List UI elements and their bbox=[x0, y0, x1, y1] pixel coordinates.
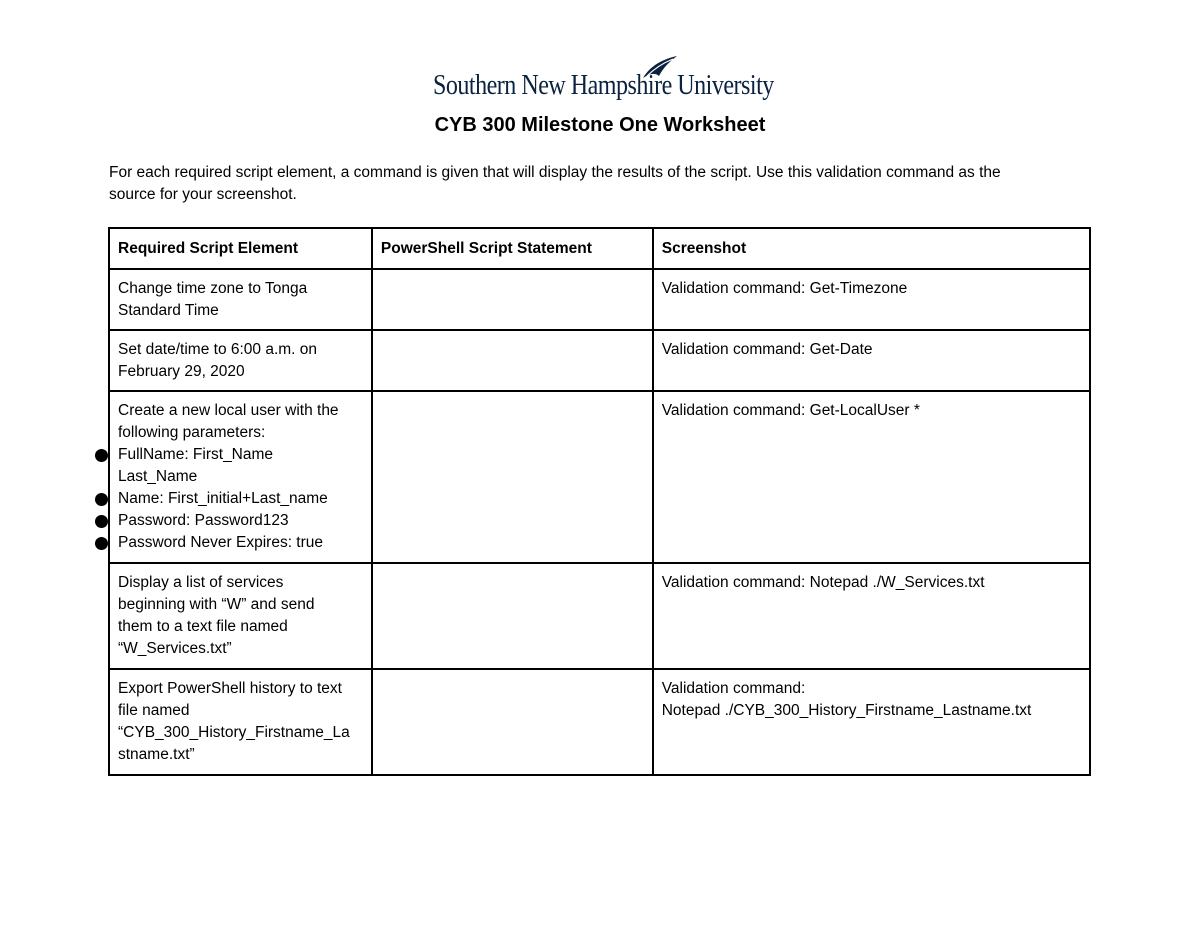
screenshot-cell[interactable] bbox=[653, 391, 1090, 563]
validation-command: Notepad ./CYB_300_History_Firstname_Lastname.txt bbox=[661, 702, 1032, 719]
header-script-statement: PowerShell Script Statement bbox=[372, 228, 653, 269]
bullet-text: Password: Password123 bbox=[118, 512, 289, 529]
header-required-element: Required Script Element bbox=[109, 228, 372, 269]
bullet-text: FullName: First_Name bbox=[118, 446, 274, 463]
element-text: “W_Services.txt” bbox=[118, 640, 232, 657]
element-cell bbox=[109, 269, 372, 330]
intro-line: source for your screenshot. bbox=[109, 186, 297, 203]
statement-cell[interactable] bbox=[372, 330, 653, 391]
university-logo bbox=[433, 54, 773, 104]
element-text: Standard Time bbox=[118, 302, 219, 319]
header-screenshot: Screenshot bbox=[653, 228, 1090, 269]
bullet-icon bbox=[95, 515, 108, 528]
element-text: Change time zone to Tonga bbox=[118, 280, 308, 297]
bullet-item bbox=[118, 444, 364, 488]
bullet-icon bbox=[95, 493, 108, 506]
element-cell bbox=[109, 669, 372, 775]
intro-paragraph bbox=[109, 162, 1089, 206]
intro-line: For each required script element, a command is given that will display the results of the script. Use this validation command as the bbox=[109, 164, 1001, 181]
element-text: beginning with “W” and send bbox=[118, 596, 315, 613]
bullet-item bbox=[118, 510, 364, 532]
bullet-item bbox=[118, 488, 364, 510]
bullet-text: Last_Name bbox=[118, 468, 198, 485]
screenshot-cell[interactable] bbox=[653, 330, 1090, 391]
validation-command: Validation command: Notepad ./W_Services.txt bbox=[661, 574, 985, 591]
logo-wordmark: Southern New Hampshire University bbox=[433, 70, 774, 101]
element-text: them to a text file named bbox=[118, 618, 288, 635]
statement-cell[interactable] bbox=[372, 269, 653, 330]
statement-cell[interactable] bbox=[372, 669, 653, 775]
table-row bbox=[109, 391, 1090, 563]
table-row bbox=[109, 269, 1090, 330]
element-text: following parameters: bbox=[118, 424, 266, 441]
table-header-row bbox=[109, 228, 1090, 269]
bullet-text: Password Never Expires: true bbox=[118, 534, 324, 551]
element-text: Set date/time to 6:00 a.m. on bbox=[118, 341, 318, 358]
bullet-item bbox=[118, 532, 364, 554]
table-row bbox=[109, 563, 1090, 669]
element-cell bbox=[109, 563, 372, 669]
statement-cell[interactable] bbox=[372, 391, 653, 563]
worksheet-table bbox=[108, 227, 1091, 776]
element-cell bbox=[109, 330, 372, 391]
element-text: file named bbox=[118, 702, 190, 719]
element-text: Display a list of services bbox=[118, 574, 284, 591]
bullet-text: Name: First_initial+Last_name bbox=[118, 490, 328, 507]
table-row bbox=[109, 669, 1090, 775]
element-text: “CYB_300_History_Firstname_La bbox=[118, 724, 350, 741]
validation-command: Validation command: bbox=[661, 680, 806, 697]
validation-command: Validation command: Get-Timezone bbox=[661, 280, 908, 297]
element-text: Create a new local user with the bbox=[118, 402, 339, 419]
element-text: Export PowerShell history to text bbox=[118, 680, 342, 697]
document-title: CYB 300 Milestone One Worksheet bbox=[434, 114, 766, 136]
element-cell bbox=[109, 391, 372, 563]
bullet-icon bbox=[95, 537, 108, 550]
validation-command: Validation command: Get-LocalUser * bbox=[661, 402, 920, 419]
element-text: February 29, 2020 bbox=[118, 363, 245, 380]
table-row bbox=[109, 330, 1090, 391]
element-text: stname.txt” bbox=[118, 746, 195, 763]
screenshot-cell[interactable] bbox=[653, 669, 1090, 775]
validation-command: Validation command: Get-Date bbox=[661, 341, 873, 358]
screenshot-cell[interactable] bbox=[653, 269, 1090, 330]
statement-cell[interactable] bbox=[372, 563, 653, 669]
screenshot-cell[interactable] bbox=[653, 563, 1090, 669]
bullet-icon bbox=[95, 449, 108, 462]
